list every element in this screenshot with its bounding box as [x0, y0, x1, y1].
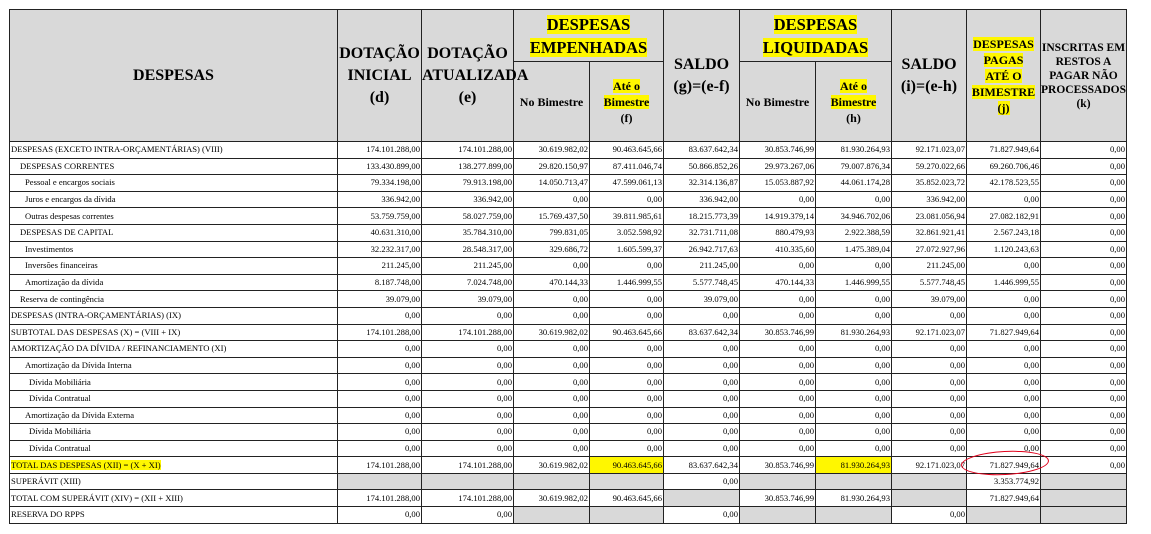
row-label: TOTAL DAS DESPESAS (XII) = (X + XI)	[10, 457, 338, 474]
cell-saldo-i: 32.861.921,41	[892, 224, 967, 241]
cell-pagas-ate-bimestre: 1.446.999,55	[967, 274, 1041, 291]
despesas-table	[9, 9, 1127, 524]
cell-saldo-i: 0,00	[892, 440, 967, 457]
row-label: Amortização da dívida	[10, 274, 338, 291]
cell-saldo-g: 0,00	[664, 374, 740, 391]
cell-empenhadas-no-bimestre: 329.686,72	[514, 241, 590, 258]
row-label: Investimentos	[10, 241, 338, 258]
cell-dotacao-atualizada: 7.024.748,00	[422, 274, 514, 291]
cell-saldo-i: 92.171.023,07	[892, 324, 967, 341]
cell-dotacao-atualizada: 336.942,00	[422, 191, 514, 208]
cell-empenhadas-no-bimestre: 0,00	[514, 191, 590, 208]
cell-empenhadas-no-bimestre: 14.050.713,47	[514, 175, 590, 192]
cell-empenhadas-ate-bimestre: 90.463.645,66	[590, 457, 664, 474]
table-row	[10, 440, 1127, 457]
cell-pagas-ate-bimestre: 71.827.949,64	[967, 142, 1041, 159]
cell-inscritas-restos: 0,00	[1041, 307, 1127, 324]
cell-saldo-g: 211.245,00	[664, 258, 740, 275]
cell-liquidadas-no-bimestre: 0,00	[740, 357, 816, 374]
col-header-despesas-empenhadas: DESPESAS EMPENHADAS	[514, 10, 664, 62]
cell-empenhadas-no-bimestre: 799.831,05	[514, 224, 590, 241]
cell-saldo-i: 336.942,00	[892, 191, 967, 208]
cell-saldo-i: 5.577.748,45	[892, 274, 967, 291]
table-row	[10, 142, 1127, 159]
cell-empenhadas-ate-bimestre: 39.811.985,61	[590, 208, 664, 225]
cell-pagas-ate-bimestre: 42.178.523,55	[967, 175, 1041, 192]
row-label: SUPERÁVIT (XIII)	[10, 473, 338, 490]
cell-pagas-ate-bimestre: 0,00	[967, 307, 1041, 324]
cell-liquidadas-ate-bimestre: 34.946.702,06	[816, 208, 892, 225]
col-header-dotacao-inicial: DOTAÇÃO INICIAL (d)	[338, 10, 422, 142]
row-label: RESERVA DO RPPS	[10, 507, 338, 524]
cell-liquidadas-ate-bimestre: 0,00	[816, 390, 892, 407]
row-label: Dívida Contratual	[10, 390, 338, 407]
cell-liquidadas-no-bimestre: 0,00	[740, 440, 816, 457]
cell-inscritas-restos: 0,00	[1041, 258, 1127, 275]
cell-dotacao-atualizada: 138.277.899,00	[422, 158, 514, 175]
table-row	[10, 158, 1127, 175]
cell-inscritas-restos: 0,00	[1041, 224, 1127, 241]
cell-saldo-g: 18.215.773,39	[664, 208, 740, 225]
cell-liquidadas-no-bimestre: 30.853.746,99	[740, 490, 816, 507]
cell-saldo-g: 83.637.642,34	[664, 324, 740, 341]
cell-empenhadas-no-bimestre: 0,00	[514, 291, 590, 308]
table-row	[10, 490, 1127, 507]
cell-empenhadas-no-bimestre: 30.619.982,02	[514, 324, 590, 341]
cell-pagas-ate-bimestre: 0,00	[967, 258, 1041, 275]
cell-saldo-i: 0,00	[892, 357, 967, 374]
cell-inscritas-restos	[1041, 473, 1127, 490]
cell-dotacao-atualizada: 0,00	[422, 357, 514, 374]
cell-liquidadas-ate-bimestre: 79.007.876,34	[816, 158, 892, 175]
cell-dotacao-inicial: 40.631.310,00	[338, 224, 422, 241]
cell-liquidadas-no-bimestre: 0,00	[740, 341, 816, 358]
cell-dotacao-atualizada: 35.784.310,00	[422, 224, 514, 241]
cell-empenhadas-ate-bimestre: 87.411.046,74	[590, 158, 664, 175]
cell-liquidadas-ate-bimestre: 0,00	[816, 357, 892, 374]
table-row	[10, 224, 1127, 241]
cell-empenhadas-ate-bimestre: 0,00	[590, 258, 664, 275]
cell-pagas-ate-bimestre: 0,00	[967, 374, 1041, 391]
cell-pagas-ate-bimestre: 0,00	[967, 424, 1041, 441]
cell-empenhadas-ate-bimestre: 0,00	[590, 440, 664, 457]
table-row	[10, 457, 1127, 474]
cell-empenhadas-no-bimestre: 470.144,33	[514, 274, 590, 291]
cell-liquidadas-ate-bimestre: 0,00	[816, 291, 892, 308]
cell-pagas-ate-bimestre: 27.082.182,91	[967, 208, 1041, 225]
table-row	[10, 407, 1127, 424]
cell-empenhadas-no-bimestre: 0,00	[514, 357, 590, 374]
cell-saldo-i: 0,00	[892, 407, 967, 424]
cell-empenhadas-ate-bimestre: 0,00	[590, 407, 664, 424]
cell-dotacao-inicial: 133.430.899,00	[338, 158, 422, 175]
cell-saldo-g: 83.637.642,34	[664, 142, 740, 159]
cell-inscritas-restos: 0,00	[1041, 158, 1127, 175]
row-label: Amortização da Dívida Interna	[10, 357, 338, 374]
cell-dotacao-atualizada: 28.548.317,00	[422, 241, 514, 258]
cell-saldo-i: 92.171.023,07	[892, 142, 967, 159]
cell-dotacao-atualizada: 58.027.759,00	[422, 208, 514, 225]
cell-inscritas-restos: 0,00	[1041, 357, 1127, 374]
table-row	[10, 357, 1127, 374]
cell-dotacao-atualizada: 174.101.288,00	[422, 457, 514, 474]
cell-inscritas-restos	[1041, 490, 1127, 507]
table-row	[10, 175, 1127, 192]
cell-empenhadas-ate-bimestre: 3.052.598,92	[590, 224, 664, 241]
cell-liquidadas-ate-bimestre: 81.930.264,93	[816, 142, 892, 159]
row-label: Outras despesas correntes	[10, 208, 338, 225]
table-row	[10, 291, 1127, 308]
row-label: Reserva de contingência	[10, 291, 338, 308]
cell-saldo-g: 32.731.711,08	[664, 224, 740, 241]
col-header-inscritas-restos: INSCRITAS EM RESTOS A PAGAR NÃO PROCESSADOS (k)	[1041, 10, 1127, 142]
cell-saldo-g	[664, 490, 740, 507]
cell-liquidadas-ate-bimestre: 1.446.999,55	[816, 274, 892, 291]
cell-liquidadas-no-bimestre: 14.919.379,14	[740, 208, 816, 225]
cell-dotacao-atualizada	[422, 473, 514, 490]
row-label: AMORTIZAÇÃO DA DÍVIDA / REFINANCIAMENTO (XI)	[10, 341, 338, 358]
cell-liquidadas-no-bimestre: 30.853.746,99	[740, 142, 816, 159]
cell-liquidadas-no-bimestre	[740, 473, 816, 490]
col-header-empenhadas-no-bimestre: No Bimestre	[514, 62, 590, 142]
cell-dotacao-atualizada: 0,00	[422, 341, 514, 358]
cell-liquidadas-no-bimestre: 0,00	[740, 390, 816, 407]
cell-empenhadas-no-bimestre: 30.619.982,02	[514, 490, 590, 507]
col-header-liquidadas-no-bimestre: No Bimestre	[740, 62, 816, 142]
cell-saldo-i: 39.079,00	[892, 291, 967, 308]
cell-empenhadas-ate-bimestre: 90.463.645,66	[590, 324, 664, 341]
col-header-dotacao-atualizada: DOTAÇÃO ATUALIZADA (e)	[422, 10, 514, 142]
cell-empenhadas-no-bimestre: 29.820.150,97	[514, 158, 590, 175]
row-label: DESPESAS DE CAPITAL	[10, 224, 338, 241]
cell-inscritas-restos: 0,00	[1041, 241, 1127, 258]
cell-pagas-ate-bimestre: 0,00	[967, 191, 1041, 208]
cell-liquidadas-no-bimestre: 30.853.746,99	[740, 324, 816, 341]
cell-saldo-g: 0,00	[664, 307, 740, 324]
cell-empenhadas-no-bimestre	[514, 473, 590, 490]
cell-dotacao-atualizada: 39.079,00	[422, 291, 514, 308]
cell-inscritas-restos: 0,00	[1041, 440, 1127, 457]
cell-pagas-ate-bimestre: 1.120.243,63	[967, 241, 1041, 258]
cell-pagas-ate-bimestre: 0,00	[967, 440, 1041, 457]
cell-dotacao-inicial: 0,00	[338, 407, 422, 424]
table-row	[10, 374, 1127, 391]
cell-liquidadas-no-bimestre: 0,00	[740, 191, 816, 208]
cell-inscritas-restos	[1041, 507, 1127, 524]
cell-saldo-i: 0,00	[892, 341, 967, 358]
col-header-saldo-g: SALDO (g)=(e-f)	[664, 10, 740, 142]
cell-empenhadas-ate-bimestre: 0,00	[590, 357, 664, 374]
cell-empenhadas-ate-bimestre: 0,00	[590, 374, 664, 391]
cell-liquidadas-no-bimestre: 0,00	[740, 307, 816, 324]
cell-pagas-ate-bimestre: 71.827.949,64	[967, 490, 1041, 507]
row-label: DESPESAS (INTRA-ORÇAMENTÁRIAS) (IX)	[10, 307, 338, 324]
cell-empenhadas-ate-bimestre: 0,00	[590, 191, 664, 208]
cell-pagas-ate-bimestre: 0,00	[967, 291, 1041, 308]
cell-inscritas-restos: 0,00	[1041, 390, 1127, 407]
cell-liquidadas-ate-bimestre: 0,00	[816, 258, 892, 275]
table-body	[10, 142, 1127, 524]
cell-empenhadas-ate-bimestre: 0,00	[590, 424, 664, 441]
cell-dotacao-inicial: 0,00	[338, 341, 422, 358]
col-header-despesas: DESPESAS	[10, 10, 338, 142]
cell-liquidadas-no-bimestre: 0,00	[740, 424, 816, 441]
cell-pagas-ate-bimestre: 2.567.243,18	[967, 224, 1041, 241]
cell-dotacao-atualizada: 174.101.288,00	[422, 324, 514, 341]
cell-saldo-i: 23.081.056,94	[892, 208, 967, 225]
cell-saldo-g: 0,00	[664, 473, 740, 490]
cell-liquidadas-no-bimestre: 0,00	[740, 291, 816, 308]
table-row	[10, 241, 1127, 258]
cell-dotacao-inicial: 0,00	[338, 424, 422, 441]
cell-inscritas-restos: 0,00	[1041, 142, 1127, 159]
cell-saldo-g: 5.577.748,45	[664, 274, 740, 291]
col-header-saldo-i: SALDO (i)=(e-h)	[892, 10, 967, 142]
table-row	[10, 507, 1127, 524]
cell-inscritas-restos: 0,00	[1041, 191, 1127, 208]
cell-saldo-i: 59.270.022,66	[892, 158, 967, 175]
cell-saldo-g: 50.866.852,26	[664, 158, 740, 175]
cell-empenhadas-ate-bimestre: 0,00	[590, 307, 664, 324]
cell-empenhadas-ate-bimestre: 1.605.599,37	[590, 241, 664, 258]
cell-dotacao-inicial: 39.079,00	[338, 291, 422, 308]
cell-liquidadas-ate-bimestre: 2.922.388,59	[816, 224, 892, 241]
cell-inscritas-restos: 0,00	[1041, 274, 1127, 291]
cell-liquidadas-ate-bimestre: 81.930.264,93	[816, 490, 892, 507]
cell-dotacao-atualizada: 0,00	[422, 440, 514, 457]
table-row	[10, 208, 1127, 225]
cell-liquidadas-ate-bimestre: 0,00	[816, 341, 892, 358]
cell-liquidadas-ate-bimestre: 0,00	[816, 374, 892, 391]
table-row	[10, 473, 1127, 490]
cell-dotacao-inicial: 53.759.759,00	[338, 208, 422, 225]
cell-liquidadas-no-bimestre: 0,00	[740, 407, 816, 424]
cell-liquidadas-ate-bimestre: 0,00	[816, 424, 892, 441]
table-row	[10, 324, 1127, 341]
cell-pagas-ate-bimestre: 3.353.774,92	[967, 473, 1041, 490]
col-header-despesas-liquidadas: DESPESAS LIQUIDADAS	[740, 10, 892, 62]
cell-empenhadas-no-bimestre: 30.619.982,02	[514, 142, 590, 159]
cell-pagas-ate-bimestre: 71.827.949,64	[967, 324, 1041, 341]
cell-inscritas-restos: 0,00	[1041, 374, 1127, 391]
cell-inscritas-restos: 0,00	[1041, 324, 1127, 341]
row-label: Dívida Mobiliária	[10, 424, 338, 441]
cell-saldo-g: 0,00	[664, 440, 740, 457]
cell-empenhadas-ate-bimestre: 47.599.061,13	[590, 175, 664, 192]
row-label: TOTAL COM SUPERÁVIT (XIV) = (XII + XIII)	[10, 490, 338, 507]
cell-saldo-i: 27.072.927,96	[892, 241, 967, 258]
row-label: SUBTOTAL DAS DESPESAS (X) = (VIII + IX)	[10, 324, 338, 341]
table-row	[10, 424, 1127, 441]
cell-empenhadas-ate-bimestre	[590, 507, 664, 524]
table-row	[10, 341, 1127, 358]
cell-saldo-i: 35.852.023,72	[892, 175, 967, 192]
cell-empenhadas-no-bimestre: 0,00	[514, 307, 590, 324]
cell-empenhadas-no-bimestre: 0,00	[514, 341, 590, 358]
cell-empenhadas-no-bimestre: 0,00	[514, 440, 590, 457]
cell-pagas-ate-bimestre: 0,00	[967, 407, 1041, 424]
cell-saldo-g: 32.314.136,87	[664, 175, 740, 192]
cell-dotacao-inicial: 0,00	[338, 357, 422, 374]
row-label: Juros e encargos da dívida	[10, 191, 338, 208]
cell-inscritas-restos: 0,00	[1041, 341, 1127, 358]
cell-empenhadas-no-bimestre: 15.769.437,50	[514, 208, 590, 225]
cell-liquidadas-no-bimestre: 880.479,93	[740, 224, 816, 241]
cell-empenhadas-ate-bimestre: 90.463.645,66	[590, 142, 664, 159]
cell-liquidadas-ate-bimestre	[816, 473, 892, 490]
cell-liquidadas-ate-bimestre: 1.475.389,04	[816, 241, 892, 258]
cell-empenhadas-no-bimestre	[514, 507, 590, 524]
cell-inscritas-restos: 0,00	[1041, 424, 1127, 441]
cell-liquidadas-no-bimestre: 0,00	[740, 374, 816, 391]
cell-liquidadas-ate-bimestre: 0,00	[816, 407, 892, 424]
cell-pagas-ate-bimestre: 0,00	[967, 341, 1041, 358]
cell-dotacao-inicial	[338, 473, 422, 490]
cell-dotacao-atualizada: 0,00	[422, 390, 514, 407]
row-label: Dívida Mobiliária	[10, 374, 338, 391]
cell-liquidadas-no-bimestre: 410.335,60	[740, 241, 816, 258]
cell-saldo-i: 0,00	[892, 374, 967, 391]
cell-empenhadas-ate-bimestre: 0,00	[590, 291, 664, 308]
cell-liquidadas-ate-bimestre: 0,00	[816, 307, 892, 324]
cell-inscritas-restos: 0,00	[1041, 407, 1127, 424]
cell-liquidadas-ate-bimestre: 0,00	[816, 191, 892, 208]
cell-dotacao-atualizada: 79.913.198,00	[422, 175, 514, 192]
cell-liquidadas-ate-bimestre: 44.061.174,28	[816, 175, 892, 192]
row-label: Inversões financeiras	[10, 258, 338, 275]
row-label: Dívida Contratual	[10, 440, 338, 457]
cell-dotacao-atualizada: 0,00	[422, 507, 514, 524]
cell-dotacao-inicial: 0,00	[338, 307, 422, 324]
cell-dotacao-atualizada: 211.245,00	[422, 258, 514, 275]
cell-saldo-g: 0,00	[664, 424, 740, 441]
cell-dotacao-atualizada: 0,00	[422, 374, 514, 391]
row-label: Amortização da Dívida Externa	[10, 407, 338, 424]
cell-saldo-g: 0,00	[664, 357, 740, 374]
row-label: DESPESAS (EXCETO INTRA-ORÇAMENTÁRIAS) (VIII)	[10, 142, 338, 159]
cell-liquidadas-ate-bimestre: 81.930.264,93	[816, 457, 892, 474]
cell-dotacao-atualizada: 174.101.288,00	[422, 142, 514, 159]
cell-liquidadas-no-bimestre: 470.144,33	[740, 274, 816, 291]
cell-liquidadas-no-bimestre	[740, 507, 816, 524]
cell-saldo-g: 26.942.717,63	[664, 241, 740, 258]
cell-liquidadas-no-bimestre: 30.853.746,99	[740, 457, 816, 474]
cell-dotacao-inicial: 0,00	[338, 507, 422, 524]
cell-dotacao-inicial: 32.232.317,00	[338, 241, 422, 258]
cell-saldo-g: 0,00	[664, 341, 740, 358]
cell-dotacao-atualizada: 0,00	[422, 424, 514, 441]
cell-dotacao-inicial: 0,00	[338, 374, 422, 391]
cell-liquidadas-no-bimestre: 29.973.267,06	[740, 158, 816, 175]
cell-saldo-g: 0,00	[664, 507, 740, 524]
cell-liquidadas-no-bimestre: 15.053.887,92	[740, 175, 816, 192]
cell-liquidadas-ate-bimestre: 0,00	[816, 440, 892, 457]
table-row	[10, 258, 1127, 275]
cell-pagas-ate-bimestre	[967, 507, 1041, 524]
cell-saldo-i	[892, 490, 967, 507]
cell-pagas-ate-bimestre: 0,00	[967, 357, 1041, 374]
cell-dotacao-inicial: 0,00	[338, 390, 422, 407]
cell-dotacao-inicial: 174.101.288,00	[338, 490, 422, 507]
cell-dotacao-inicial: 174.101.288,00	[338, 142, 422, 159]
cell-liquidadas-no-bimestre: 0,00	[740, 258, 816, 275]
cell-dotacao-inicial: 0,00	[338, 440, 422, 457]
cell-pagas-ate-bimestre: 71.827.949,64	[967, 457, 1041, 474]
cell-saldo-g: 0,00	[664, 390, 740, 407]
cell-saldo-i: 92.171.023,07	[892, 457, 967, 474]
cell-dotacao-inicial: 174.101.288,00	[338, 324, 422, 341]
cell-saldo-g: 0,00	[664, 407, 740, 424]
cell-dotacao-atualizada: 174.101.288,00	[422, 490, 514, 507]
cell-saldo-i: 211.245,00	[892, 258, 967, 275]
row-label: DESPESAS CORRENTES	[10, 158, 338, 175]
cell-dotacao-inicial: 174.101.288,00	[338, 457, 422, 474]
cell-empenhadas-ate-bimestre: 0,00	[590, 341, 664, 358]
cell-empenhadas-no-bimestre: 0,00	[514, 390, 590, 407]
cell-dotacao-atualizada: 0,00	[422, 407, 514, 424]
cell-saldo-g: 83.637.642,34	[664, 457, 740, 474]
cell-pagas-ate-bimestre: 69.260.706,46	[967, 158, 1041, 175]
table-row	[10, 274, 1127, 291]
cell-inscritas-restos: 0,00	[1041, 208, 1127, 225]
cell-empenhadas-no-bimestre: 0,00	[514, 374, 590, 391]
row-label: Pessoal e encargos sociais	[10, 175, 338, 192]
cell-dotacao-inicial: 211.245,00	[338, 258, 422, 275]
col-header-liquidadas-ate-bimestre: Até o Bimestre (h)	[816, 62, 892, 142]
cell-empenhadas-no-bimestre: 0,00	[514, 258, 590, 275]
cell-pagas-ate-bimestre: 0,00	[967, 390, 1041, 407]
cell-saldo-g: 336.942,00	[664, 191, 740, 208]
cell-dotacao-inicial: 79.334.198,00	[338, 175, 422, 192]
cell-saldo-i: 0,00	[892, 424, 967, 441]
table-row	[10, 390, 1127, 407]
budget-report	[9, 9, 1127, 524]
col-header-empenhadas-ate-bimestre: Até o Bimestre (f)	[590, 62, 664, 142]
cell-empenhadas-ate-bimestre: 0,00	[590, 390, 664, 407]
cell-empenhadas-no-bimestre: 0,00	[514, 407, 590, 424]
cell-saldo-g: 39.079,00	[664, 291, 740, 308]
cell-inscritas-restos: 0,00	[1041, 175, 1127, 192]
cell-inscritas-restos: 0,00	[1041, 291, 1127, 308]
cell-empenhadas-no-bimestre: 30.619.982,02	[514, 457, 590, 474]
cell-saldo-i	[892, 473, 967, 490]
cell-inscritas-restos: 0,00	[1041, 457, 1127, 474]
cell-saldo-i: 0,00	[892, 390, 967, 407]
cell-dotacao-inicial: 336.942,00	[338, 191, 422, 208]
cell-empenhadas-ate-bimestre: 90.463.645,66	[590, 490, 664, 507]
cell-dotacao-inicial: 8.187.748,00	[338, 274, 422, 291]
table-row	[10, 191, 1127, 208]
cell-empenhadas-ate-bimestre	[590, 473, 664, 490]
cell-saldo-i: 0,00	[892, 507, 967, 524]
cell-empenhadas-no-bimestre: 0,00	[514, 424, 590, 441]
col-header-despesas-pagas: DESPESAS PAGAS ATÉ O BIMESTRE (j)	[967, 10, 1041, 142]
cell-saldo-i: 0,00	[892, 307, 967, 324]
cell-liquidadas-ate-bimestre	[816, 507, 892, 524]
cell-empenhadas-ate-bimestre: 1.446.999,55	[590, 274, 664, 291]
table-row	[10, 307, 1127, 324]
cell-liquidadas-ate-bimestre: 81.930.264,93	[816, 324, 892, 341]
cell-dotacao-atualizada: 0,00	[422, 307, 514, 324]
